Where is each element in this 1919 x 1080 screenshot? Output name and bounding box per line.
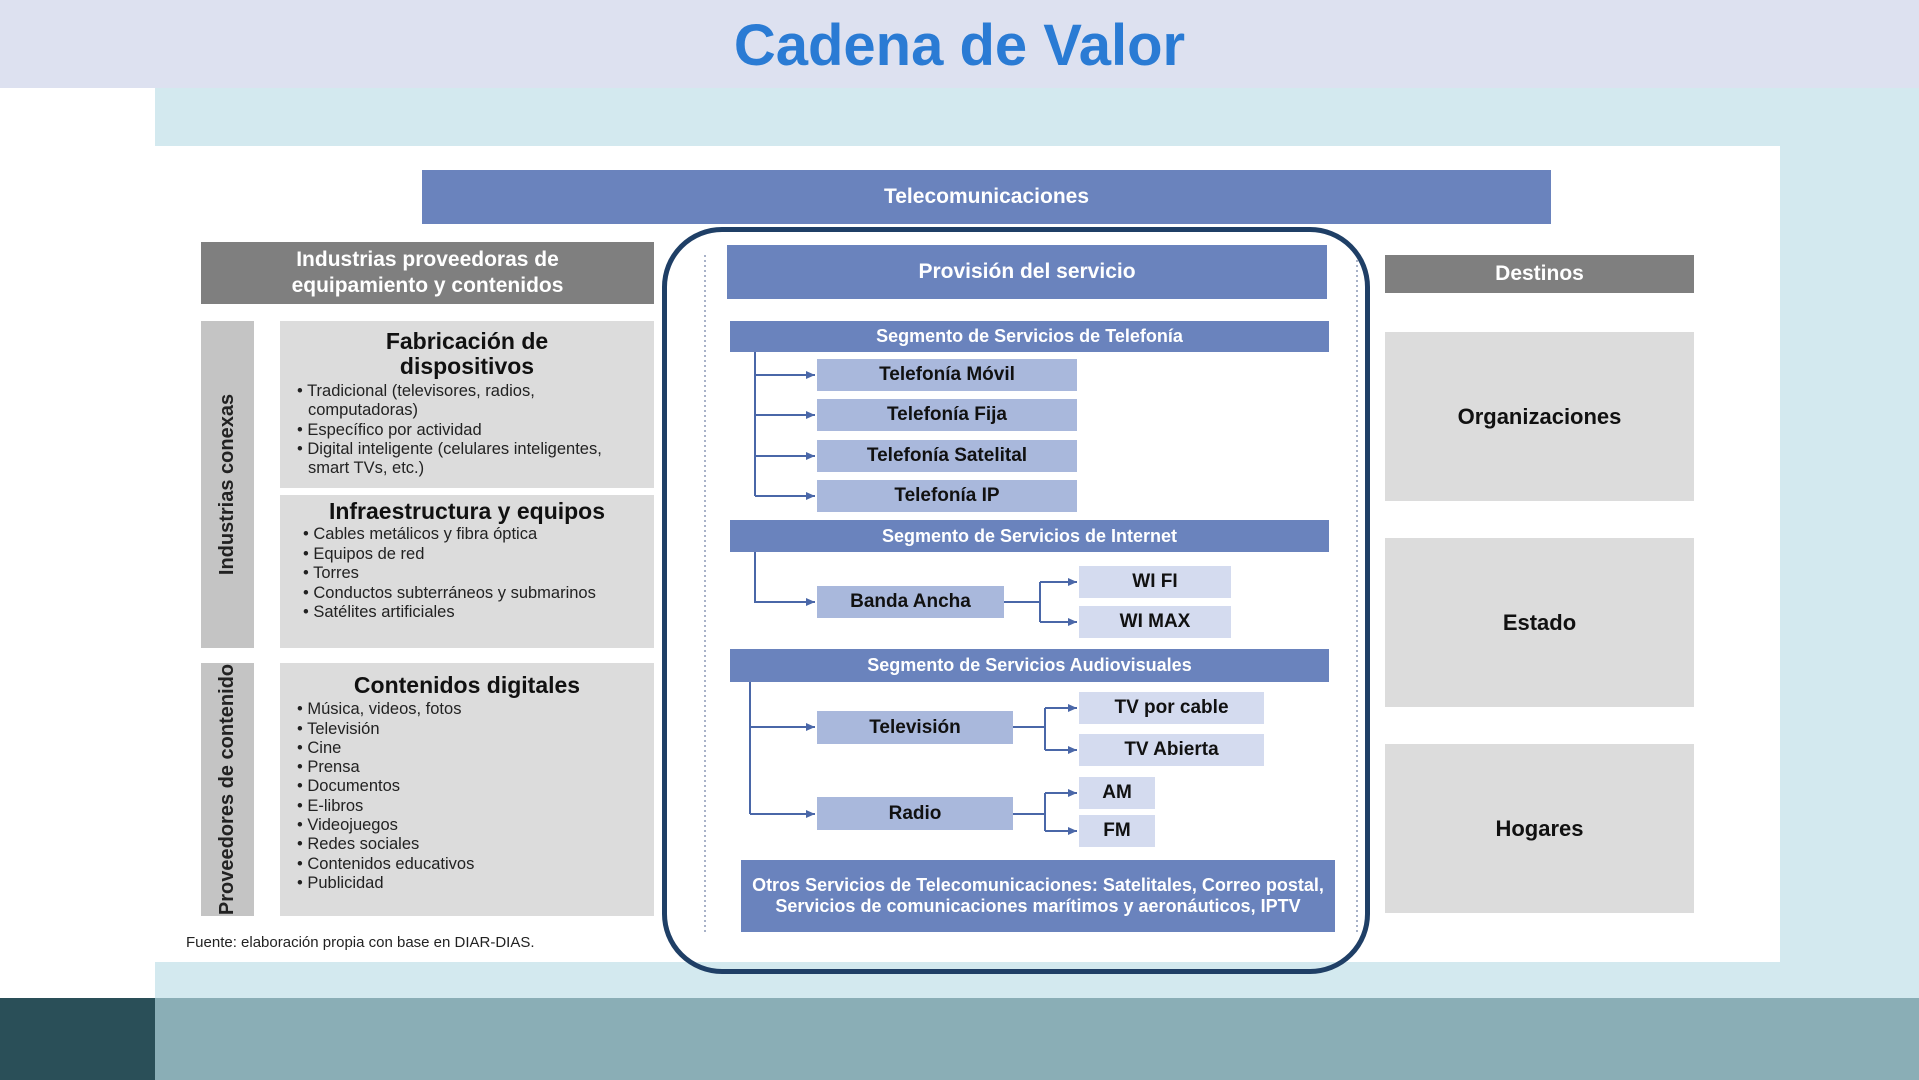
am-box: AM [1079, 777, 1155, 809]
list-item: • Redes sociales [292, 835, 642, 854]
box-fabricacion-dispositivos [280, 321, 654, 488]
page-title: Cadena de Valor [733, 13, 1186, 78]
list-item: • Cables metálicos y fibra óptica [298, 525, 642, 544]
list-item: • Conductos subterráneos y submarinos [298, 584, 642, 603]
source-note: Fuente: elaboración propia con base en DIAR-DIAS. [186, 934, 535, 951]
television-box: Televisión [817, 711, 1013, 744]
destinos-header: Destinos [1385, 255, 1694, 293]
banda-ancha-box: Banda Ancha [817, 586, 1004, 618]
list-item: • Televisión [292, 720, 642, 739]
side-label-industrias-conexas: Industrias conexas [201, 321, 254, 648]
destino-hogares: Hogares [1385, 744, 1694, 913]
list-item: • Satélites artificiales [298, 603, 642, 622]
telefonia-satelital-box: Telefonía Satelital [817, 440, 1077, 472]
provision-servicio-header: Provisión del servicio [727, 245, 1327, 299]
radio-box: Radio [817, 797, 1013, 830]
list-item: • Tradicional (televisores, radios, computadoras) [292, 382, 642, 421]
footer-light-band [155, 998, 1919, 1080]
list-item: • Contenidos educativos [292, 855, 642, 874]
box-title: Fabricación de dispositivos [385, 328, 549, 380]
fm-box: FM [1079, 815, 1155, 847]
destino-estado: Estado [1385, 538, 1694, 707]
list-item: • Publicidad [292, 874, 642, 893]
telefonia-fija-box: Telefonía Fija [817, 399, 1077, 431]
side-label-proveedores-contenido: Proveedores de contenido [201, 663, 254, 916]
box-title: Contenidos digitales [353, 672, 581, 698]
list-item: • Torres [298, 564, 642, 583]
list-item: • Específico por actividad [292, 421, 642, 440]
list-item: • Prensa [292, 758, 642, 777]
destino-organizaciones: Organizaciones [1385, 332, 1694, 501]
list-item: • Digital inteligente (celulares inteligentes, smart TVs, etc.) [292, 440, 642, 479]
list-item: • Música, videos, fotos [292, 700, 642, 719]
segment-audiovisuales-header: Segmento de Servicios Audiovisuales [730, 649, 1329, 682]
bullet-list [292, 525, 642, 622]
bullet-list [292, 700, 642, 893]
list-item: • E-libros [292, 797, 642, 816]
list-item: • Equipos de red [298, 545, 642, 564]
segment-telefonia-header: Segmento de Servicios de Telefonía [730, 321, 1329, 352]
list-item: • Cine [292, 739, 642, 758]
footer-dark-block [0, 998, 155, 1080]
left-column-header: Industrias proveedoras de equipamiento y contenidos [201, 242, 654, 304]
box-title: Infraestructura y equipos [328, 498, 606, 524]
otros-servicios-box: Otros Servicios de Telecomunicaciones: Satelitales, Correo postal, Servicios de comunicaciones marítimos y aeronáuticos, IPTV [741, 860, 1335, 932]
wimax-box: WI MAX [1079, 606, 1231, 638]
segment-internet-header: Segmento de Servicios de Internet [730, 520, 1329, 552]
telecom-header: Telecomunicaciones [422, 170, 1551, 224]
box-contenidos-digitales [280, 663, 654, 916]
highlight-outline [662, 227, 1370, 974]
telefonia-ip-box: Telefonía IP [817, 480, 1077, 512]
bullet-list [292, 382, 642, 479]
list-item: • Videojuegos [292, 816, 642, 835]
wifi-box: WI FI [1079, 566, 1231, 598]
telefonia-movil-box: Telefonía Móvil [817, 359, 1077, 391]
tv-por-cable-box: TV por cable [1079, 692, 1264, 724]
list-item: • Documentos [292, 777, 642, 796]
box-infraestructura-equipos [280, 495, 654, 648]
tv-abierta-box: TV Abierta [1079, 734, 1264, 766]
